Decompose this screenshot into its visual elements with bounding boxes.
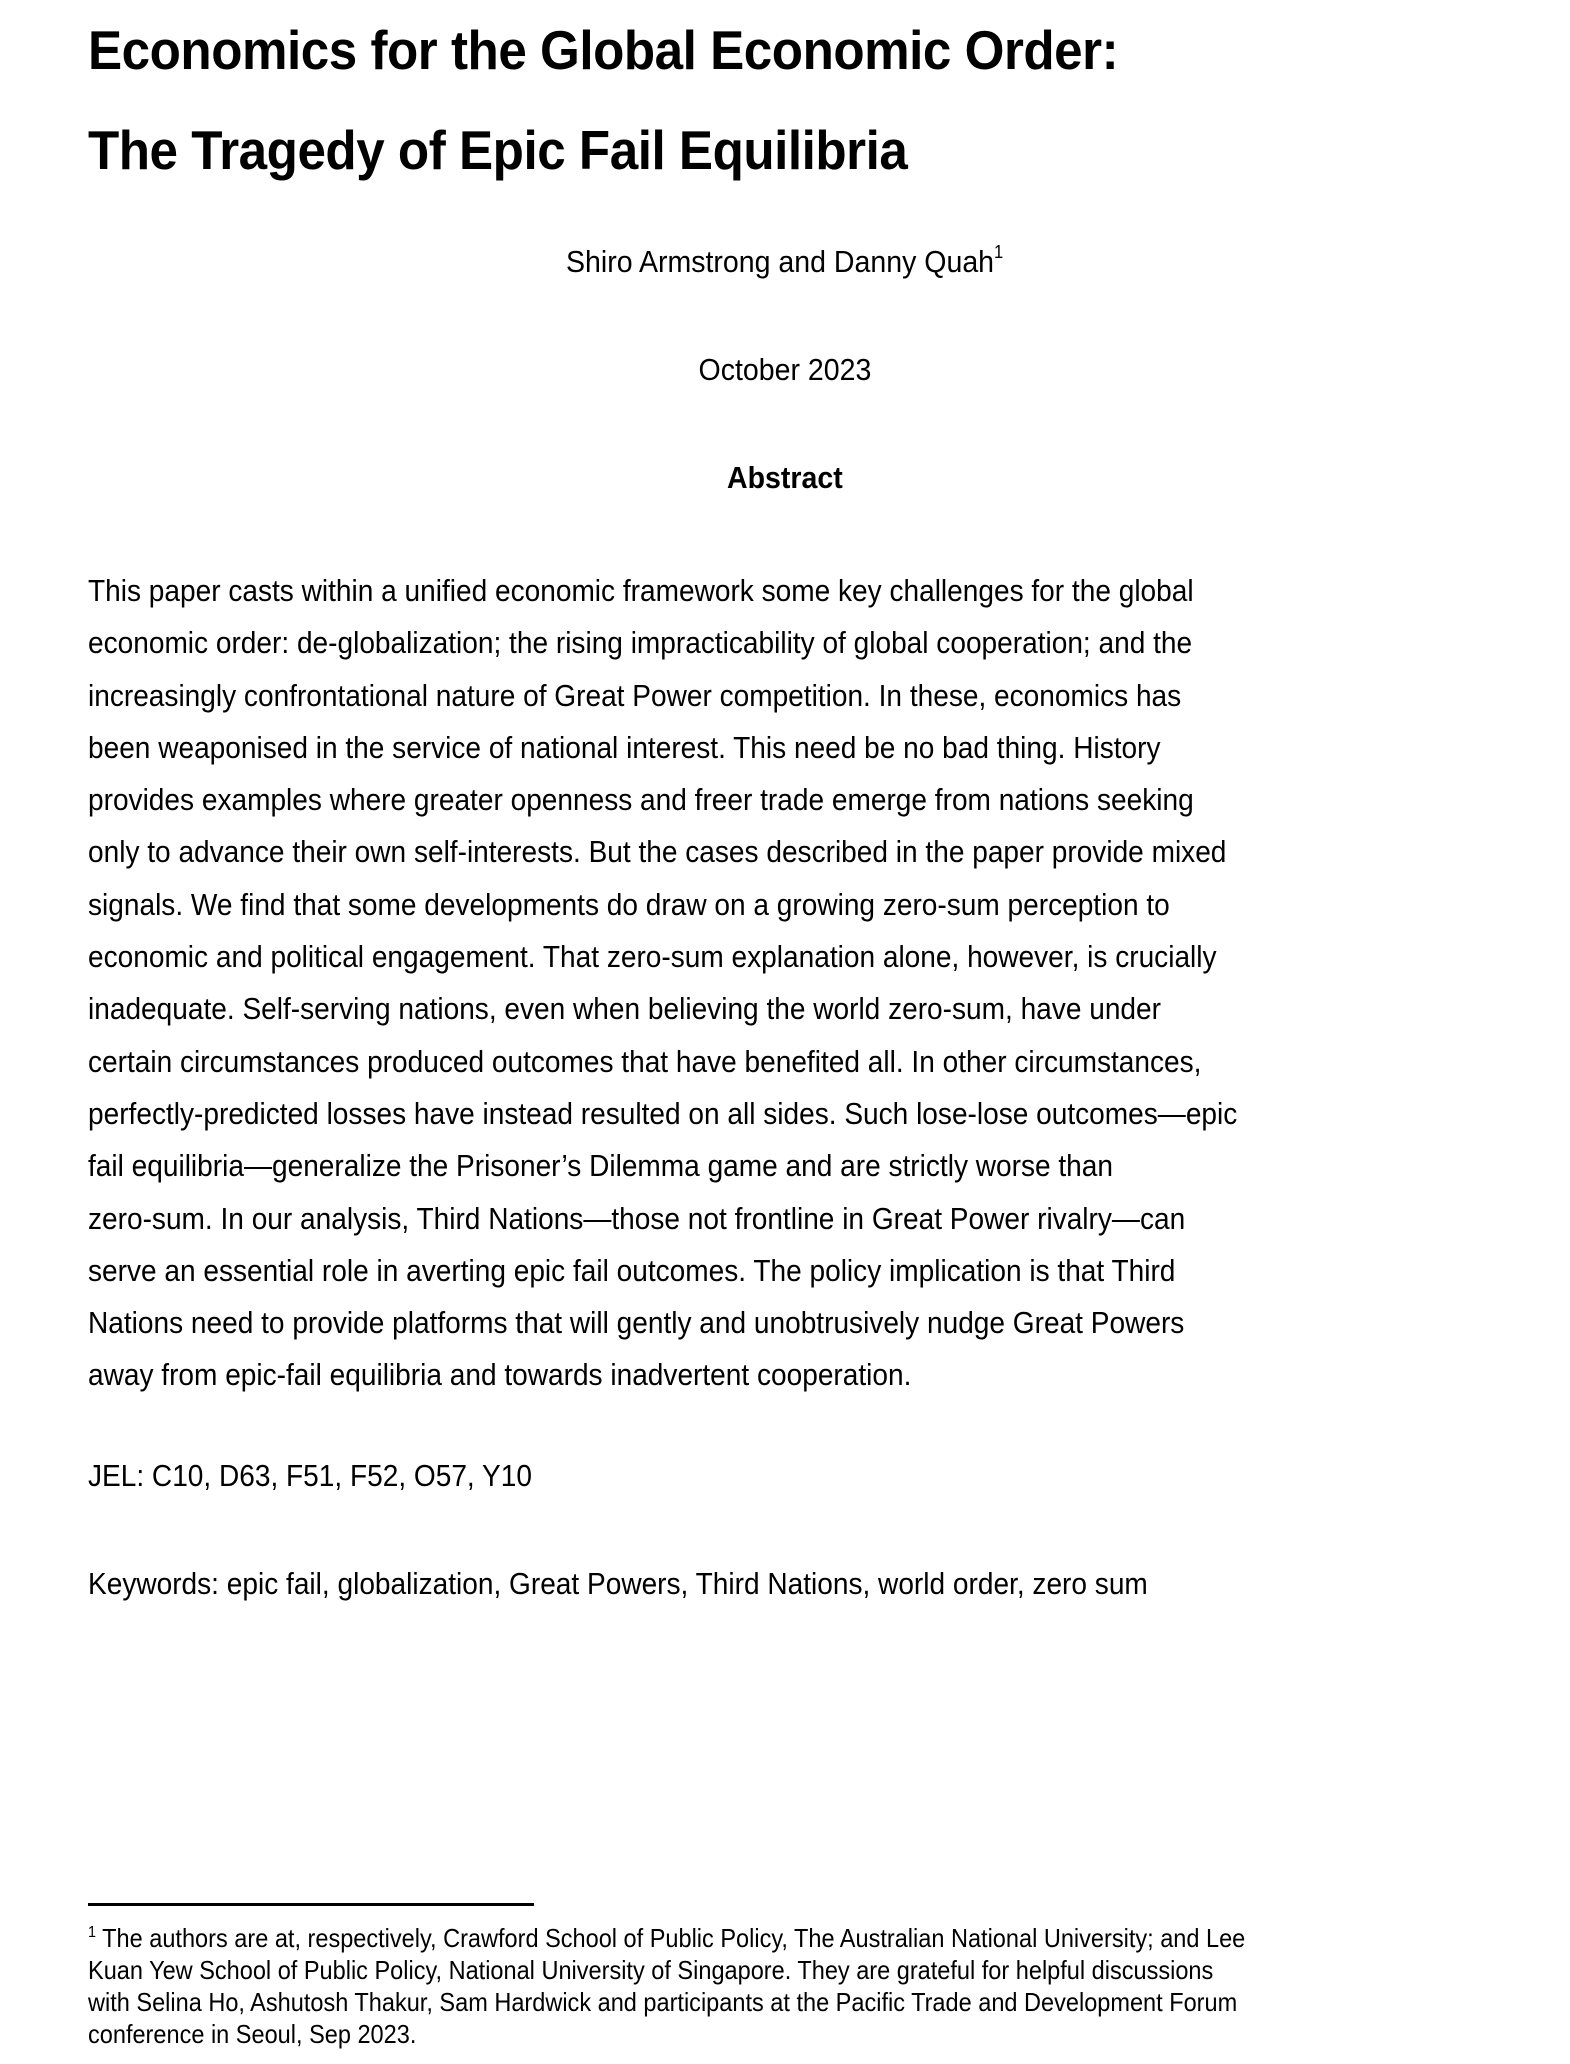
abstract-line: only to advance their own self-interests. But the cases described in the paper provide mixed	[88, 834, 1227, 870]
footnote	[88, 1922, 1570, 2050]
footnote-line	[88, 1922, 1446, 1954]
footnote-line: conference in Seoul, Sep 2023.	[88, 2019, 417, 2049]
abstract-line: Nations need to provide platforms that will gently and unobtrusively nudge Great Powers	[88, 1305, 1185, 1341]
footnote-line-text: The authors are at, respectively, Crawford School of Public Policy, The Australian National University; and Lee	[96, 1923, 1246, 1953]
keywords	[88, 1564, 1570, 1604]
abstract-line: inadequate. Self-serving nations, even when believing the world zero-sum, have under	[88, 991, 1161, 1027]
footnote-marker: 1	[88, 1924, 97, 1941]
abstract-line: fail equilibria—generalize the Prisoner’s Dilemma game and are strictly worse than	[88, 1148, 1113, 1184]
keywords-text: Keywords: epic fail, globalization, Great Powers, Third Nations, world order, zero sum	[88, 1566, 1148, 1601]
abstract-heading-text: Abstract	[727, 460, 843, 495]
authors-names: Shiro Armstrong and Danny Quah	[566, 244, 995, 279]
date-text: October 2023	[698, 352, 872, 387]
publication-date	[0, 350, 1570, 390]
abstract-line: serve an essential role in averting epic fail outcomes. The policy implication is that Third	[88, 1252, 1176, 1288]
abstract-line: signals. We find that some developments do draw on a growing zero-sum perception to	[88, 886, 1170, 922]
abstract-line: been weaponised in the service of national interest. This need be no bad thing. History	[88, 729, 1161, 765]
abstract-line: This paper casts within a unified economic framework some key challenges for the global	[88, 573, 1194, 608]
abstract-line: certain circumstances produced outcomes that have benefited all. In other circumstances,	[88, 1043, 1202, 1079]
abstract-line: perfectly-predicted losses have instead resulted on all sides. Such lose-lose outcomes—epic	[88, 1095, 1238, 1131]
paper-title	[88, 0, 1409, 200]
authors	[0, 242, 1570, 282]
abstract-line: economic and political engagement. That zero-sum explanation alone, however, is crucially	[88, 939, 1217, 975]
footnote-separator	[88, 1903, 534, 1906]
footnote-line: Kuan Yew School of Public Policy, National University of Singapore. They are grateful for helpful discussions	[88, 1955, 1214, 1985]
title-line-1: Economics for the Global Economic Order:	[88, 19, 1119, 81]
title-line-2: The Tragedy of Epic Fail Equilibria	[88, 119, 908, 181]
abstract-line: economic order: de-globalization; the rising impracticability of global cooperation; and the	[88, 625, 1193, 661]
abstract-line: increasingly confrontational nature of Great Power competition. In these, economics has	[88, 677, 1182, 713]
abstract-line: provides examples where greater openness and freer trade emerge from nations seeking	[88, 782, 1194, 818]
authors-footnote-marker[interactable]: 1	[994, 242, 1004, 262]
jel-codes-text: JEL: C10, D63, F51, F52, O57, Y10	[88, 1458, 532, 1493]
abstract-line: zero-sum. In our analysis, Third Nations—those not frontline in Great Power rivalry—can	[88, 1200, 1186, 1236]
footnote-line: with Selina Ho, Ashutosh Thakur, Sam Hardwick and participants at the Pacific Trade and Development Forum	[88, 1987, 1238, 2017]
jel-codes	[88, 1456, 1570, 1496]
abstract-line: away from epic-fail equilibria and towards inadvertent cooperation.	[88, 1357, 912, 1393]
abstract-heading	[0, 458, 1570, 498]
abstract-body	[88, 565, 1570, 1402]
